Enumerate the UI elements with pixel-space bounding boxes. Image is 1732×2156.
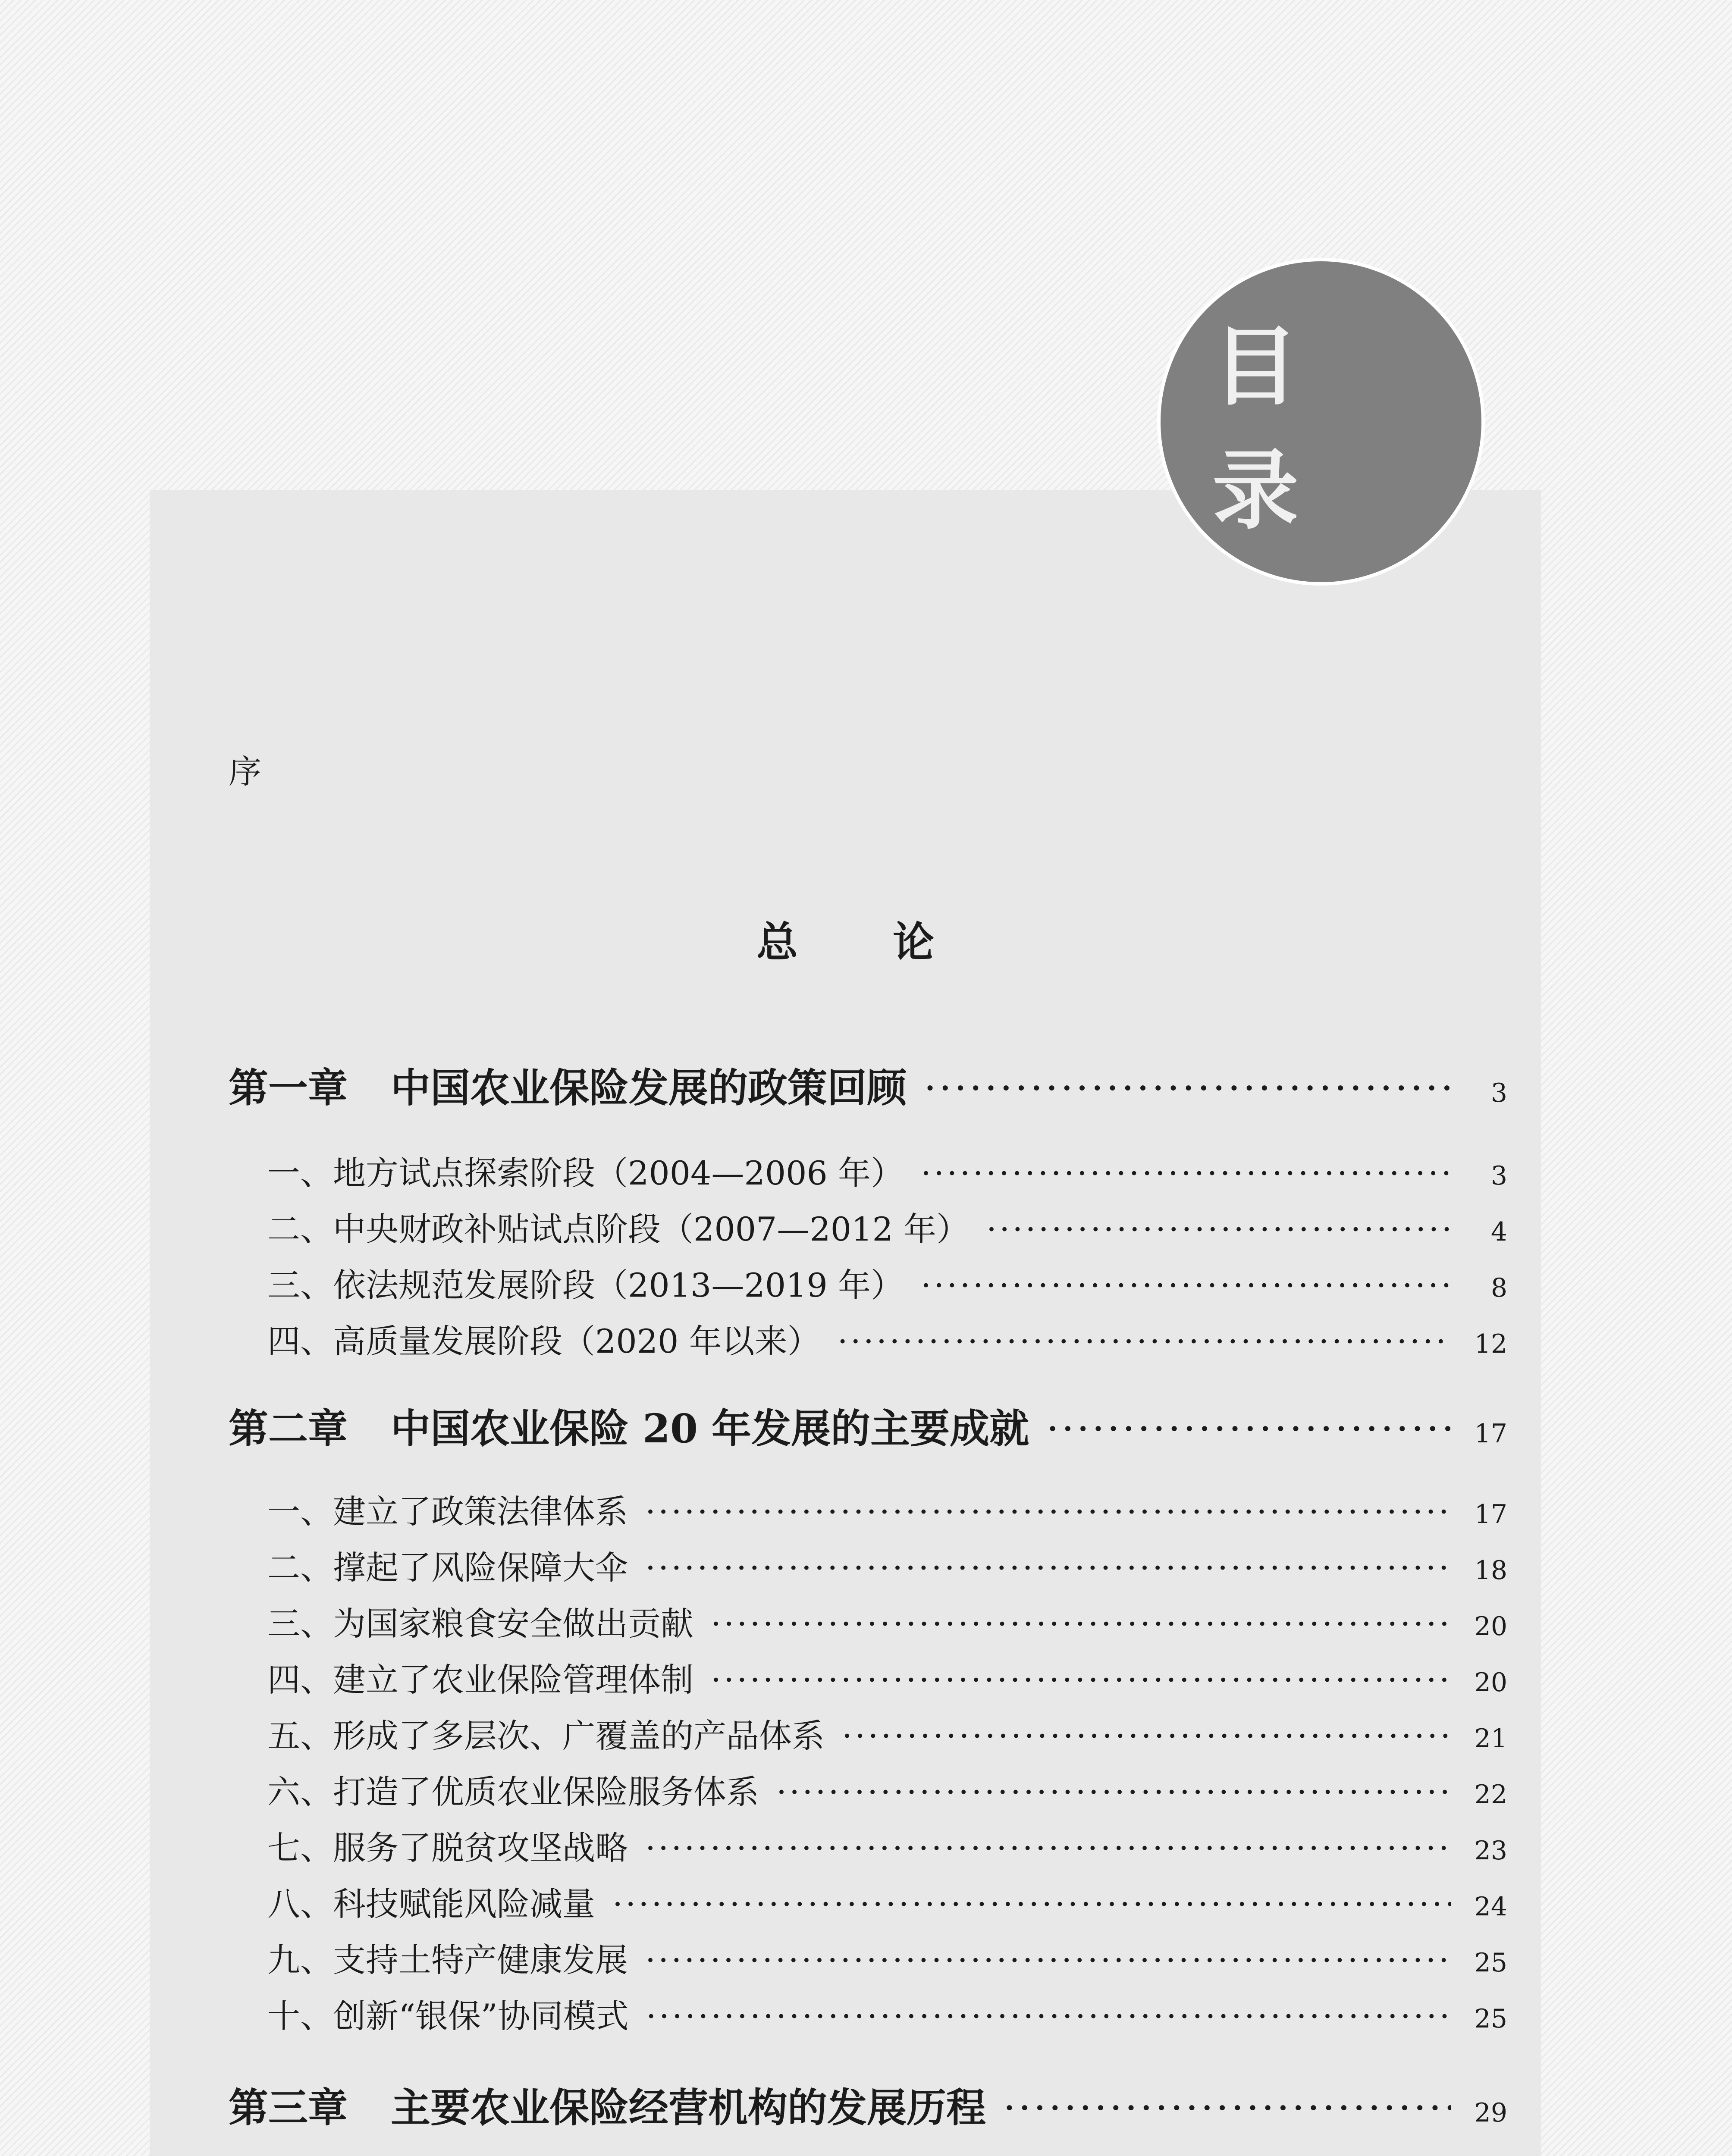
chapter-title: 中国农业保险发展的政策回顾 (391, 1065, 907, 1111)
section-page: 18 (1474, 1555, 1507, 1586)
toc-section[interactable] (267, 1710, 1507, 1757)
section-title-text: 二、中央财政补贴试点阶段（2007—2012 年） (267, 1210, 969, 1248)
section-page: 25 (1474, 1948, 1507, 1978)
section-title: 总论 (756, 918, 1029, 966)
dot-leader (1046, 1406, 1451, 1452)
section-title-text: 五、形成了多层次、广覆盖的产品体系 (267, 1717, 825, 1755)
section-page: 17 (1474, 1499, 1507, 1529)
dot-leader (612, 1885, 1451, 1923)
section-page: 23 (1474, 1836, 1507, 1866)
toc-section[interactable] (267, 1766, 1507, 1813)
toc-chapter-2[interactable] (229, 1397, 1507, 1454)
section-title-text: 三、为国家粮食安全做出贡献 (267, 1604, 693, 1643)
toc-section[interactable] (267, 1878, 1507, 1925)
section-title-text: 十、创新“银保”协同模式 (267, 1997, 629, 2035)
dot-leader (645, 1829, 1451, 1867)
section-page: 20 (1474, 1667, 1507, 1698)
dot-leader (838, 1322, 1451, 1360)
section-page: 12 (1474, 1329, 1507, 1359)
toc-chapter-3[interactable] (229, 2076, 1507, 2133)
chapter-number: 第二章 (229, 1405, 348, 1452)
dot-leader (711, 1661, 1451, 1699)
chapter-title: 中国农业保险 20 年发展的主要成就 (391, 1405, 1029, 1452)
dot-leader (921, 1154, 1451, 1192)
preface-entry[interactable]: 序 (229, 752, 261, 791)
section-title-text: 四、高质量发展阶段（2020 年以来） (267, 1322, 820, 1360)
dot-leader (711, 1604, 1451, 1643)
chapter-page: 29 (1474, 2098, 1507, 2128)
section-page: 21 (1474, 1724, 1507, 1754)
dot-leader (986, 1210, 1451, 1248)
dot-leader (924, 1065, 1451, 1111)
toc-section[interactable] (267, 1259, 1507, 1306)
section-title-text: 六、打造了优质农业保险服务体系 (267, 1773, 759, 1811)
section-page: 20 (1474, 1611, 1507, 1642)
toc-section[interactable] (267, 1654, 1507, 1701)
section-page: 3 (1490, 1161, 1507, 1191)
dot-leader (842, 1717, 1451, 1755)
section-page: 25 (1474, 2004, 1507, 2034)
toc-section[interactable] (267, 1542, 1507, 1589)
toc-section[interactable] (267, 1485, 1507, 1532)
toc-section[interactable] (267, 1315, 1507, 1362)
dot-leader (1003, 2085, 1451, 2131)
chapter-number: 第三章 (229, 2084, 348, 2131)
chapter-number: 第一章 (229, 1065, 348, 1111)
chapter-page: 3 (1490, 1078, 1507, 1108)
section-page: 8 (1490, 1273, 1507, 1303)
dot-leader (646, 1997, 1451, 2035)
toc-section[interactable] (267, 1934, 1507, 1981)
section-title-text: 三、依法规范发展阶段（2013—2019 年） (267, 1266, 904, 1304)
toc-section[interactable] (267, 1598, 1507, 1645)
dot-leader (921, 1266, 1451, 1304)
section-title-text: 一、建立了政策法律体系 (267, 1492, 628, 1531)
toc-section[interactable] (267, 1203, 1507, 1250)
dot-leader (776, 1773, 1451, 1811)
section-page: 22 (1474, 1780, 1507, 1810)
chapter-title: 主要农业保险经营机构的发展历程 (391, 2084, 986, 2131)
section-page: 4 (1490, 1217, 1507, 1247)
section-title-text: 一、地方试点探索阶段（2004—2006 年） (267, 1154, 904, 1192)
section-page: 24 (1474, 1892, 1507, 1922)
chapter-page: 17 (1474, 1419, 1507, 1449)
section-title-text: 八、科技赋能风险减量 (267, 1885, 595, 1923)
toc-section[interactable] (267, 1147, 1507, 1194)
toc-badge: 目录 (1157, 258, 1485, 586)
toc-section[interactable] (267, 1822, 1507, 1869)
toc-chapter-1[interactable] (229, 1056, 1507, 1113)
dot-leader (645, 1492, 1451, 1531)
section-title-text: 七、服务了脱贫攻坚战略 (267, 1829, 628, 1867)
section-title-text: 二、撑起了风险保障大伞 (267, 1548, 628, 1587)
section-title-text: 九、支持土特产健康发展 (267, 1941, 628, 1979)
toc-section[interactable] (267, 1990, 1507, 2037)
dot-leader (645, 1548, 1451, 1587)
section-title-text: 四、建立了农业保险管理体制 (267, 1661, 693, 1699)
dot-leader (645, 1941, 1451, 1979)
